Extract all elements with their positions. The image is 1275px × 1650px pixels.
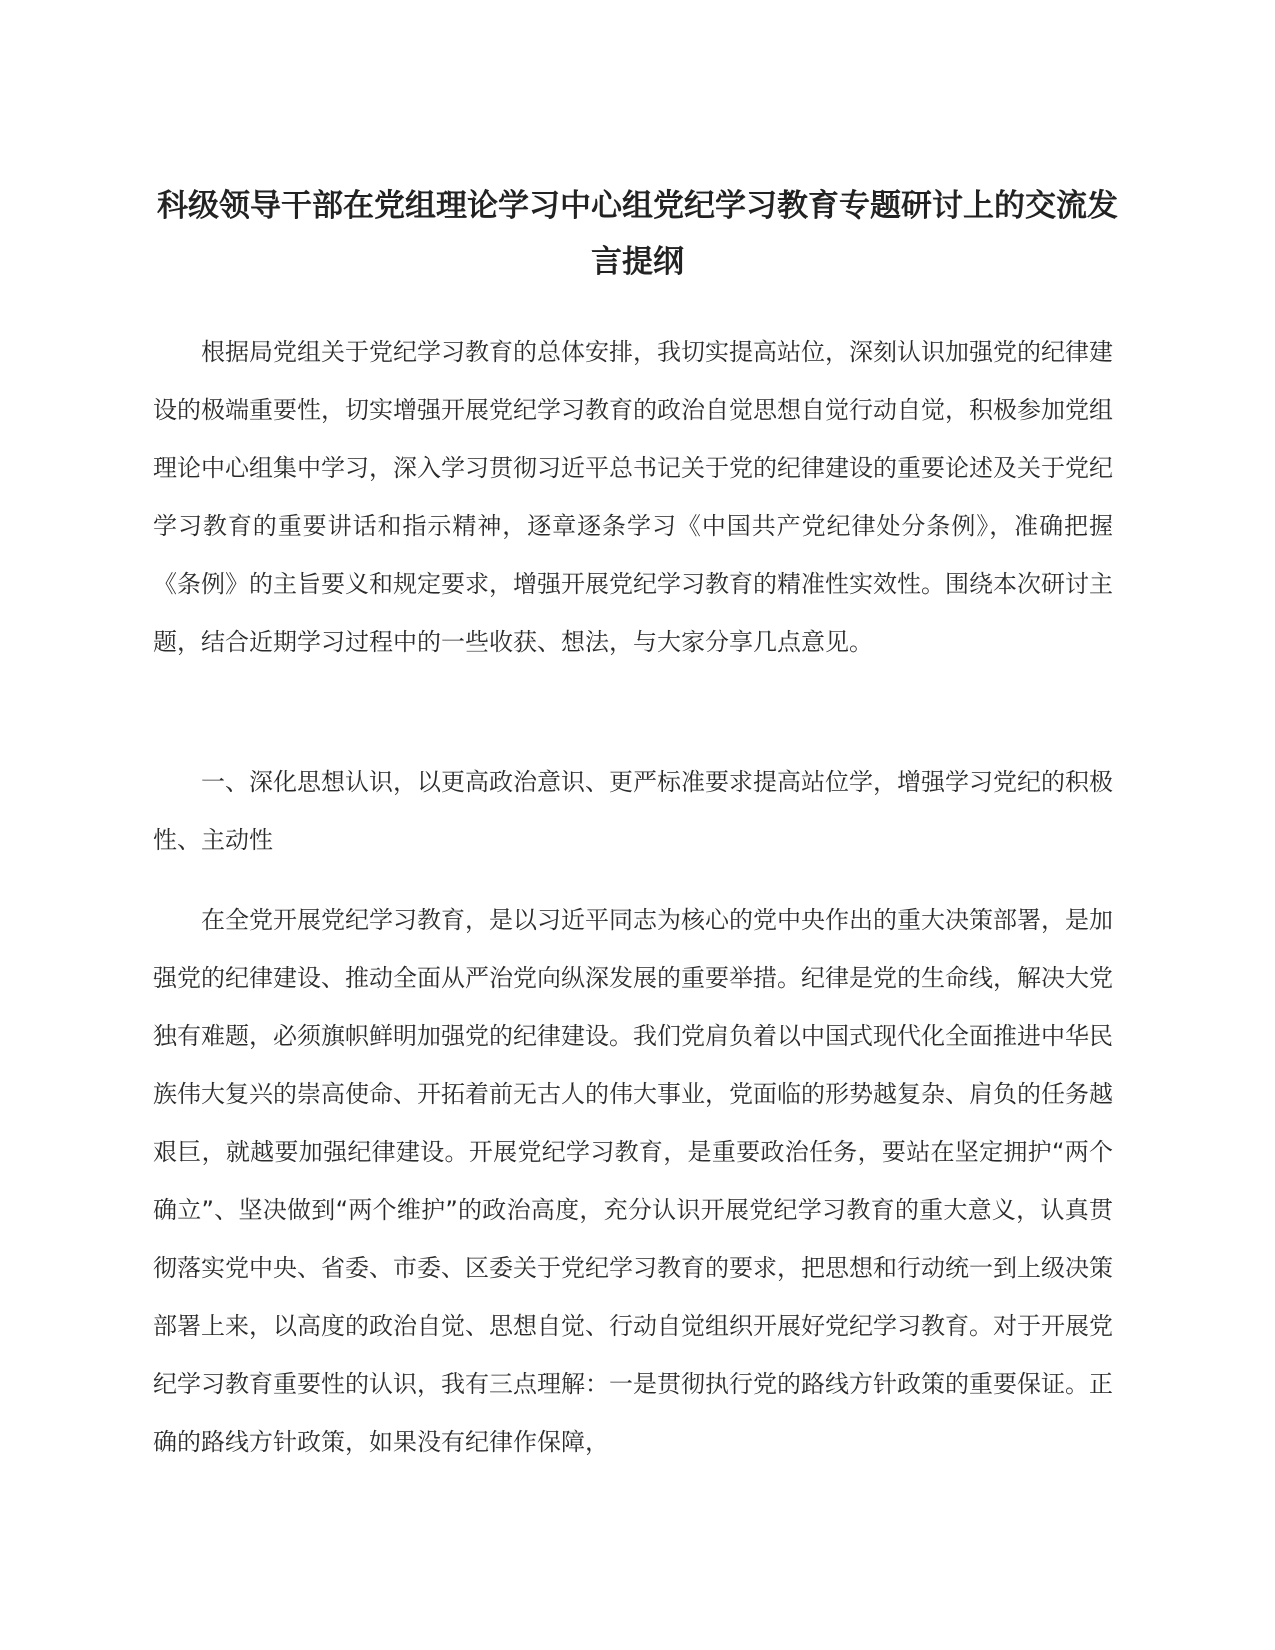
section-1-paragraph: 在全党开展党纪学习教育，是以习近平同志为核心的党中央作出的重大决策部署，是加强党的纪律建设、推动全面从严治党向纵深发展的重要举措。纪律是党的生命线，解决大党独有难题，必须旗帜鲜明加强党的纪律建设。我们党肩负着以中国式现代化全面推进中华民族伟大复兴的崇高使命、开拓着前无古人的伟大事业，党面临的形势越复杂、肩负的任务越艰巨，就越要加强纪律建设。开展党纪学习教育，是重要政治任务，要站在坚定拥护“两个确立”、坚决做到“两个维护”的政治高度，充分认识开展党纪学习教育的重大意义，认真贯彻落实党中央、省委、市委、区委关于党纪学习教育的要求，把思想和行动统一到上级决策部署上来，以高度的政治自觉、思想自觉、行动自觉组织开展好党纪学习教育。对于开展党纪学习教育重要性的认识，我有三点理解：一是贯彻执行党的路线方针政策的重要保证。正确的路线方针政策，如果没有纪律作保障， xyxy=(153,906,1113,1456)
document-title: 科级领导干部在党组理论学习中心组党纪学习教育专题研讨上的交流发言提纲 xyxy=(157,188,1118,280)
section-heading-1: 一、深化思想认识，以更高政治意识、更严标准要求提高站位学，增强学习党纪的积极性、主动性 xyxy=(153,768,1113,854)
intro-paragraph: 根据局党组关于党纪学习教育的总体安排，我切实提高站位，深刻认识加强党的纪律建设的极端重要性，切实增强开展党纪学习教育的政治自觉思想自觉行动自觉，积极参加党组理论中心组集中学习，深入学习贯彻习近平总书记关于党的纪律建设的重要论述及关于党纪学习教育的重要讲话和指示精神，逐章逐条学习《中国共产党纪律处分条例》，准确把握《条例》的主旨要义和规定要求，增强开展党纪学习教育的精准性实效性。围绕本次研讨主题，结合近期学习过程中的一些收获、想法，与大家分享几点意见。 xyxy=(153,338,1113,656)
